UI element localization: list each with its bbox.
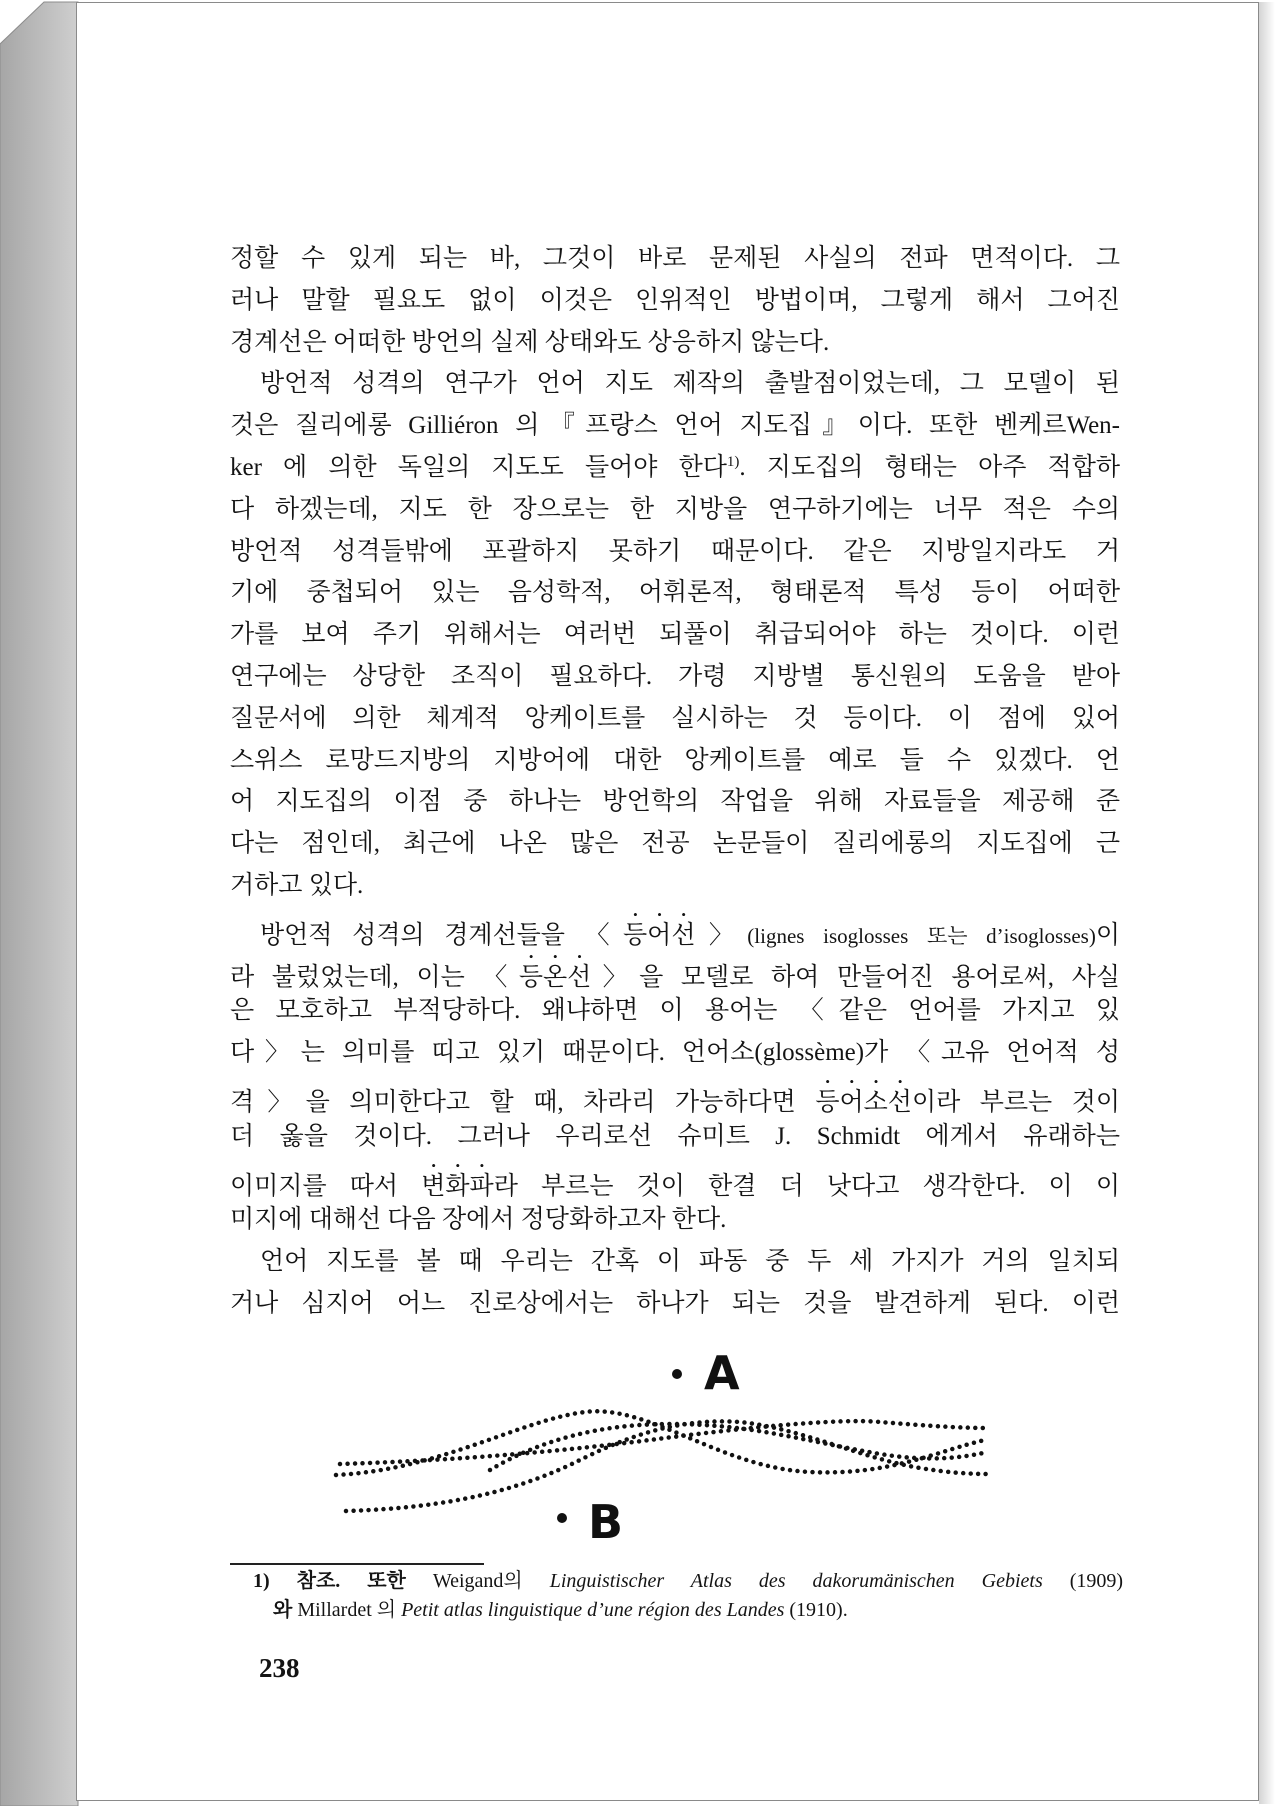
footnote-marker: 1) 참조. 또한 — [253, 1570, 406, 1592]
point-marker-a — [672, 1369, 682, 1379]
isogloss-line — [490, 1424, 988, 1470]
point-label-a: A — [704, 1346, 740, 1400]
text-segment: 질문서에 의한 체계적 앙케이트를 실시하는 것 등이다. 이 점에 있어 — [230, 704, 1120, 732]
text-segment: 스위스 로망드지방의 지방어에 대한 앙케이트를 예로 들 수 있겠다. 언 — [230, 746, 1120, 774]
page-shadow — [1259, 2, 1275, 1804]
body-text — [230, 238, 1120, 1325]
text-segment: 경계선은 어떠한 방언의 실제 상태와도 상응하지 않는다. — [230, 328, 830, 356]
text-segment: 언어 지도를 볼 때 우리는 간혹 이 파동 중 두 세 가지가 거의 일치되 — [260, 1248, 1120, 1276]
text-segment: 러나 말할 필요도 없이 이것은 인위적인 방법이며, 그렇게 해서 그어진 — [230, 286, 1120, 314]
text-segment: Weigand의 — [405, 1570, 550, 1592]
work-title: Petit atlas linguistique d’une région des Landes — [401, 1599, 785, 1621]
text-line — [230, 1241, 1120, 1283]
text-segment: 라 불렀었는데, 이는 〈 — [230, 963, 519, 991]
text-segment: 방언적 성격들밖에 포괄하지 못하기 때문이다. 같은 지방일지라도 거 — [230, 537, 1120, 565]
text-segment: Millardet 의 — [292, 1599, 402, 1621]
text-line — [230, 781, 1120, 823]
text-segment: 다는 점인데, 최근에 나온 많은 전공 논문들이 질리에롱의 지도집에 근 — [230, 830, 1120, 858]
text-segment: . 지도집의 형태는 아주 적합하 — [739, 453, 1120, 481]
text-segment: 것은 질리에롱 Gilliéron 의『프랑스 언어 지도집』이다. 또한 벤케르Wen- — [230, 412, 1120, 440]
text-line — [230, 531, 1120, 573]
text-line — [230, 238, 1120, 280]
footnote-ref: 1) — [726, 453, 740, 470]
text-line — [230, 698, 1120, 740]
text-line — [230, 740, 1120, 782]
text-segment: 가를 보여 주기 위해서는 여러번 되풀이 취급되어야 하는 것이다. 이런 — [230, 621, 1120, 649]
text-line — [230, 1074, 1120, 1116]
text-segment: 더 옳을 것이다. 그러나 우리로선 슈미트 J. Schmidt 에게서 유래하는 — [230, 1122, 1120, 1150]
text-line — [230, 907, 1120, 949]
text-segment: 정할 수 있게 되는 바, 그것이 바로 문제된 사실의 전파 면적이다. 그 — [230, 245, 1120, 272]
text-line — [230, 823, 1120, 865]
text-segment: 은 모호하고 부적당하다. 왜냐하면 이 용어는 〈같은 언어를 가지고 있 — [230, 997, 1120, 1025]
text-line — [230, 990, 1120, 1032]
text-segment: 격〉을 의미한다고 할 때, 차라리 가능하다면 — [230, 1088, 816, 1116]
text-segment: 거하고 있다. — [230, 871, 364, 899]
text-segment: 〉을 모델로 하여 만들어진 용어로써, 사실 — [591, 963, 1120, 991]
text-segment: 이미지를 따서 — [230, 1172, 422, 1200]
text-segment: 방언적 성격의 연구가 언어 지도 제작의 출발점이었는데, 그 모델이 된 — [260, 370, 1120, 398]
work-title: Linguistischer Atlas des dakorumänischen Gebiets — [549, 1570, 1043, 1592]
text-segment: 연구에는 상당한 조직이 필요하다. 가령 지방별 통신원의 도움을 받아 — [230, 662, 1120, 690]
text-segment: ker 에 의한 독일의 지도도 들어야 한다 — [230, 453, 727, 481]
text-line — [230, 614, 1120, 656]
text-line — [230, 489, 1120, 531]
text-line — [230, 572, 1120, 614]
footnote-line — [253, 1596, 1123, 1625]
text-line — [230, 405, 1120, 447]
text-segment: 이 — [1095, 921, 1120, 949]
emphasized-word: 변화파 — [421, 1172, 494, 1200]
text-segment: (1909) — [1042, 1570, 1123, 1592]
book-edge — [0, 0, 80, 1806]
text-segment: 다〉는 의미를 띠고 있기 때문이다. 언어소(glossème)가 〈고유 언어적 성 — [230, 1039, 1120, 1067]
text-segment: 다 하겠는데, 지도 한 장으로는 한 지방을 연구하기에는 너무 적은 수의 — [230, 495, 1120, 523]
text-segment: 기에 중첩되어 있는 음성학적, 어휘론적, 형태론적 특성 등이 어떠한 — [230, 579, 1120, 607]
emphasized-word: 등어소선 — [815, 1088, 912, 1116]
text-line — [230, 1116, 1120, 1158]
point-label-b: B — [588, 1495, 624, 1549]
text-line — [230, 656, 1120, 698]
text-line — [230, 363, 1120, 405]
text-segment: 이라 부르는 것이 — [911, 1088, 1120, 1116]
text-line — [230, 1158, 1120, 1200]
text-line — [230, 322, 1120, 364]
text-segment: 어 지도집의 이점 중 하나는 방언학의 작업을 위해 자료들을 제공해 준 — [230, 788, 1120, 816]
book-edge-face — [0, 2, 78, 1806]
text-segment: 라 부르는 것이 한결 더 낫다고 생각한다. 이 이 — [493, 1172, 1120, 1200]
isogloss-line — [336, 1411, 985, 1475]
text-segment: (lignes isoglosses 또는 d’isoglosses) — [747, 923, 1096, 948]
paragraph — [230, 363, 1120, 906]
paragraph — [230, 1241, 1120, 1325]
footnote — [253, 1567, 1123, 1625]
text-line — [230, 280, 1120, 322]
text-line — [230, 1283, 1120, 1325]
text-line — [230, 1199, 1120, 1241]
text-segment: 거나 심지어 어느 진로상에서는 하나가 되는 것을 발견하게 된다. 이런 — [230, 1289, 1120, 1317]
text-segment: 방언적 성격의 경계선들을 〈 — [260, 921, 624, 949]
text-line — [230, 447, 1120, 489]
text-segment: 와 — [273, 1599, 293, 1621]
emphasized-word: 등어선 — [623, 921, 696, 949]
emphasized-word: 등온선 — [518, 963, 592, 991]
text-line — [230, 865, 1120, 907]
footnote-line — [253, 1567, 1123, 1596]
point-marker-b — [557, 1513, 567, 1523]
text-line — [230, 949, 1120, 991]
paragraph — [230, 238, 1120, 363]
text-segment: 〉 — [695, 921, 748, 949]
text-segment: 미지에 대해선 다음 장에서 정당화하고자 한다. — [230, 1206, 727, 1234]
isogloss-figure — [320, 1340, 1000, 1550]
text-segment: (1910). — [784, 1599, 848, 1621]
footnote-rule — [230, 1563, 484, 1565]
paragraph — [230, 907, 1120, 1241]
text-line — [230, 1032, 1120, 1074]
page-number: 238 — [259, 1653, 300, 1683]
